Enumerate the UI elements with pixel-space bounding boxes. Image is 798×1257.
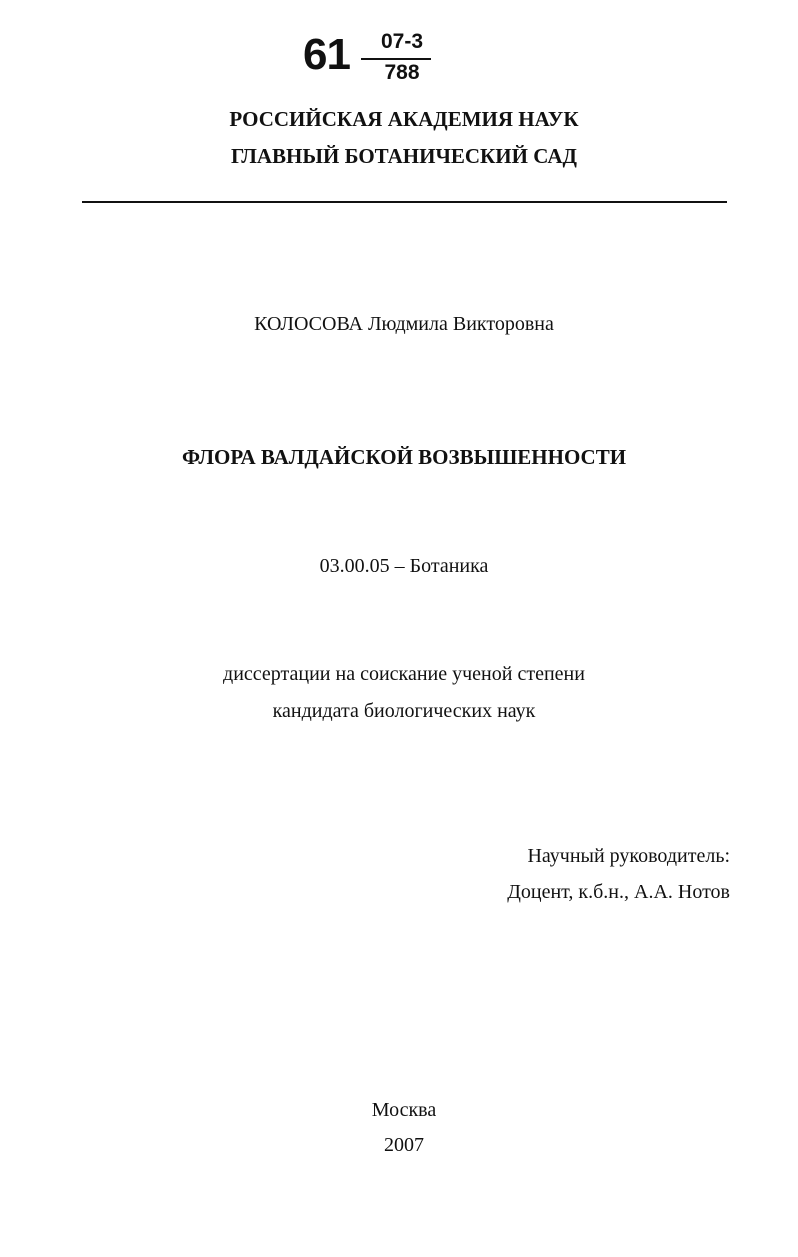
stamp-denominator: 788	[384, 61, 420, 84]
specialty-code: 03.00.05 – Ботаника	[319, 555, 489, 577]
organization-name: РОССИЙСКАЯ АКАДЕМИЯ НАУК	[229, 107, 579, 131]
degree-line-2: кандидата биологических наук	[272, 700, 536, 722]
dissertation-title: ФЛОРА ВАЛДАЙСКОЙ ВОЗВЫШЕННОСТИ	[181, 445, 627, 469]
year: 2007	[384, 1134, 424, 1156]
stamp-main-number: 61	[303, 30, 350, 79]
stamp-numerator: 07-3	[380, 30, 424, 53]
library-stamp	[303, 30, 443, 90]
city: Москва	[371, 1099, 437, 1121]
supervisor-label: Научный руководитель:	[527, 845, 730, 867]
supervisor-name: Доцент, к.б.н., А.А. Нотов	[507, 881, 730, 903]
author-name: КОЛОСОВА Людмила Викторовна	[254, 313, 554, 335]
degree-line-1: диссертации на соискание ученой степени	[223, 663, 585, 685]
header-divider	[82, 201, 727, 203]
stamp-fraction-line	[361, 58, 431, 60]
institution-name: ГЛАВНЫЙ БОТАНИЧЕСКИЙ САД	[231, 144, 577, 168]
